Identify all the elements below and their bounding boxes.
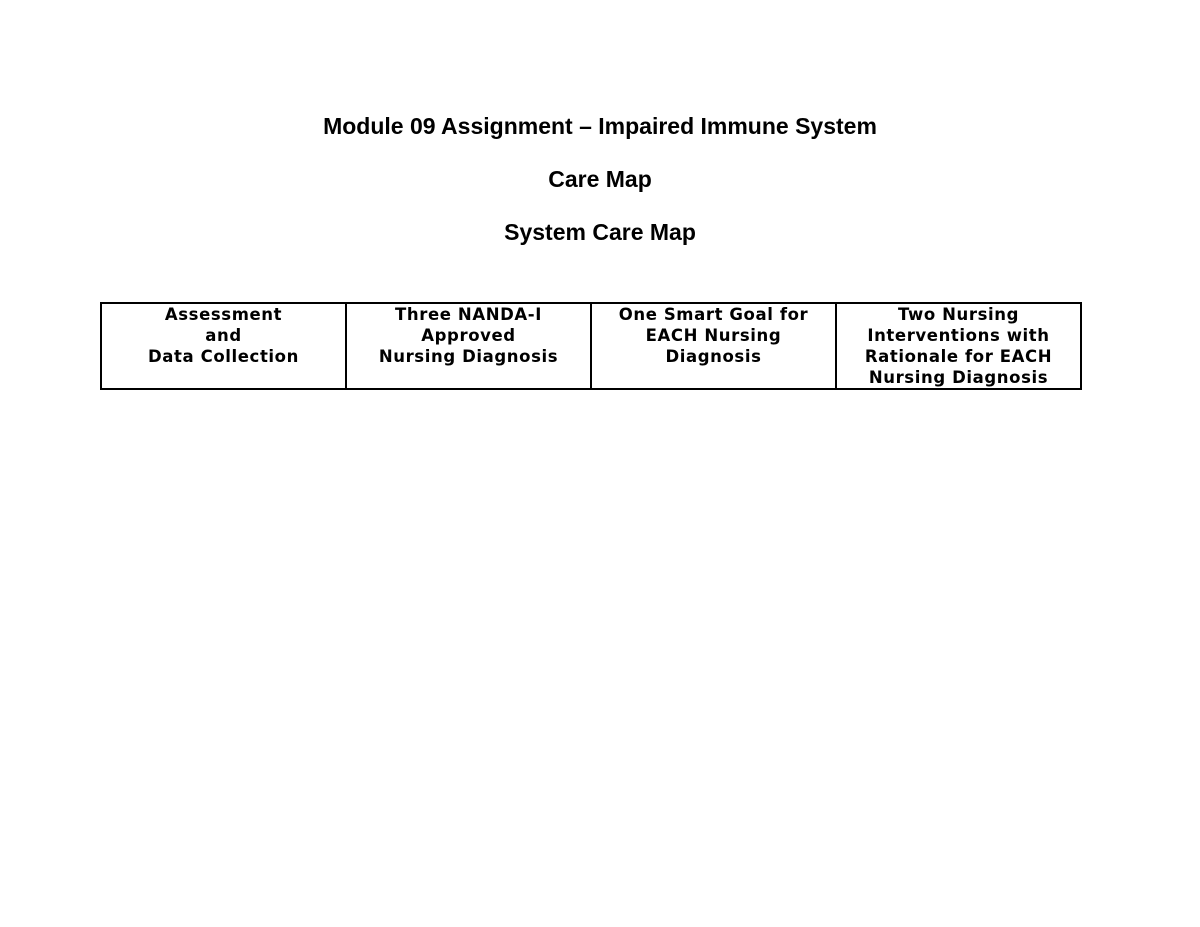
page-subtitle: Care Map [548, 166, 652, 192]
header-smart-goal: One Smart Goal for EACH Nursing Diagnosis [591, 303, 836, 389]
header-interventions: Two Nursing Interventions with Rationale for EACH Nursing Diagnosis [836, 303, 1081, 389]
care-map-table [100, 302, 1082, 390]
page-title: Module 09 Assignment – Impaired Immune System [323, 113, 877, 139]
header-assessment: Assessment and Data Collection [101, 303, 346, 389]
header-nanda-diagnosis: Three NANDA-I Approved Nursing Diagnosis [346, 303, 591, 389]
table-header-row [101, 303, 1081, 389]
section-heading: System Care Map [504, 219, 696, 245]
